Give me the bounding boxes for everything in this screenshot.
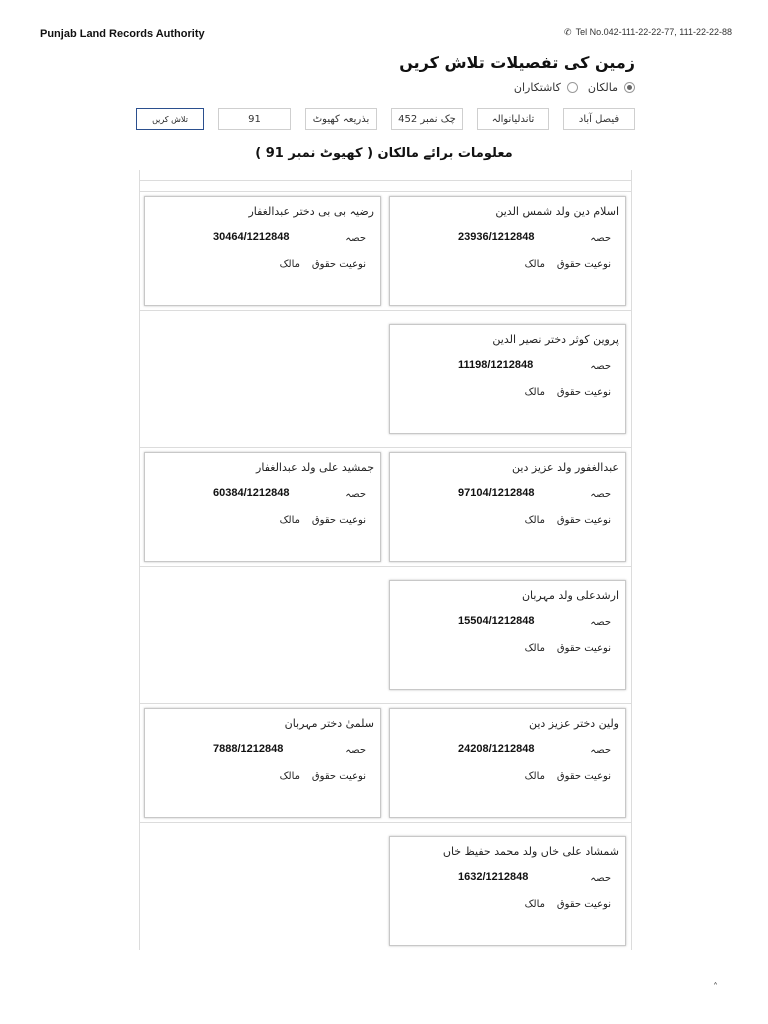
phone-icon: ✆ — [564, 26, 572, 37]
owner-card — [389, 452, 626, 562]
mauza-select[interactable]: چک نمبر 452 — [391, 108, 463, 130]
share-value: 24208/1212848 — [458, 743, 535, 755]
rights-value: مالک — [279, 259, 300, 270]
table-divider — [139, 703, 632, 704]
owner-name: پروین کوثر دختر نصیر الدین — [492, 333, 619, 346]
share-value: 97104/1212848 — [458, 487, 535, 499]
rights-value: مالک — [524, 515, 545, 526]
telephone-text: Tel No.042-111-22-22-77, 111-22-22-88 — [575, 27, 732, 37]
share-label: حصہ — [345, 233, 366, 244]
table-divider — [139, 566, 632, 567]
owner-name: سلمیٰ دختر مہربان — [284, 717, 374, 730]
radio-cultivators-label: کاشتکاران — [513, 81, 561, 94]
owner-name: رضیہ بی بی دختر عبدالغفار — [248, 205, 374, 218]
tehsil-select[interactable]: تاندلیانوالہ — [477, 108, 549, 130]
owner-name: جمشید علی ولد عبدالغفار — [256, 461, 374, 474]
radio-cultivators[interactable] — [567, 82, 578, 93]
owner-card — [389, 196, 626, 306]
share-label: حصہ — [590, 745, 611, 756]
owner-type-radio-group — [508, 81, 635, 94]
rights-value: مالک — [279, 515, 300, 526]
share-label: حصہ — [590, 617, 611, 628]
share-label: حصہ — [590, 489, 611, 500]
share-value: 23936/1212848 — [458, 231, 535, 243]
share-label: حصہ — [345, 745, 366, 756]
table-divider — [139, 310, 632, 311]
owner-name: عبدالغفور ولد عزیز دین — [512, 461, 619, 474]
table-divider — [139, 191, 632, 192]
share-value: 15504/1212848 — [458, 615, 535, 627]
owner-card — [389, 324, 626, 434]
top-bar — [0, 0, 768, 60]
share-label: حصہ — [345, 489, 366, 500]
rights-label: نوعیت حقوق — [556, 259, 611, 270]
share-label: حصہ — [590, 873, 611, 884]
brand-title: Punjab Land Records Authority — [40, 28, 205, 40]
owner-card — [389, 708, 626, 818]
rights-label: نوعیت حقوق — [311, 771, 366, 782]
share-value: 7888/1212848 — [213, 743, 284, 755]
rights-value: مالک — [524, 899, 545, 910]
share-value: 1632/1212848 — [458, 871, 529, 883]
rights-value: مالک — [524, 771, 545, 782]
share-label: حصہ — [590, 361, 611, 372]
rights-label: نوعیت حقوق — [556, 387, 611, 398]
owner-card — [144, 708, 381, 818]
khewat-number-input[interactable]: 91 — [218, 108, 291, 130]
district-select[interactable]: فیصل آباد — [563, 108, 635, 130]
share-value: 30464/1212848 — [213, 231, 290, 243]
owner-name: ولین دختر عزیز دین — [528, 717, 619, 730]
share-value: 60384/1212848 — [213, 487, 290, 499]
table-divider — [139, 822, 632, 823]
rights-label: نوعیت حقوق — [556, 515, 611, 526]
share-label: حصہ — [590, 233, 611, 244]
search-type-select[interactable]: بذریعہ کھیوٹ — [305, 108, 377, 130]
rights-label: نوعیت حقوق — [556, 771, 611, 782]
rights-label: نوعیت حقوق — [556, 643, 611, 654]
owner-card — [389, 836, 626, 946]
telephone-info — [564, 27, 732, 37]
radio-owners-label: مالکان — [587, 81, 618, 94]
table-divider — [139, 180, 632, 181]
page-title: زمین کی تفصیلات تلاش کریں — [399, 53, 635, 72]
search-button[interactable]: تلاش کریں — [136, 108, 204, 130]
rights-value: مالک — [524, 259, 545, 270]
owner-name: ارشدعلی ولد مہربان — [521, 589, 619, 602]
rights-value: مالک — [524, 387, 545, 398]
radio-owners[interactable] — [624, 82, 635, 93]
rights-label: نوعیت حقوق — [311, 259, 366, 270]
rights-label: نوعیت حقوق — [556, 899, 611, 910]
scroll-top-button[interactable]: ˄ — [713, 982, 718, 993]
owner-name: اسلام دین ولد شمس الدین — [495, 205, 619, 218]
results-heading: معلومات برائے مالکان ( کھیوٹ نمبر 91 ) — [255, 146, 513, 161]
rights-value: مالک — [524, 643, 545, 654]
rights-label: نوعیت حقوق — [311, 515, 366, 526]
owner-card — [144, 452, 381, 562]
share-value: 11198/1212848 — [458, 359, 534, 371]
owner-name: شمشاد علی خاں ولد محمد حفیظ خاں — [442, 845, 619, 858]
owner-card — [144, 196, 381, 306]
owner-card — [389, 580, 626, 690]
table-divider — [139, 447, 632, 448]
rights-value: مالک — [279, 771, 300, 782]
